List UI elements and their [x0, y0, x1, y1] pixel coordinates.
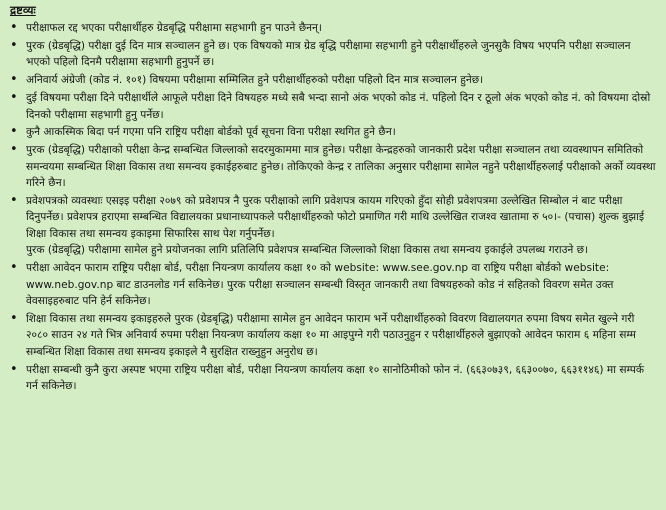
- list-item: [8, 20, 656, 36]
- note-text-continued: पुरक (ग्रेडबृद्धि) परीक्षामा सामेल हुने प्रयोजनका लागि प्रतिलिपि प्रवेशपत्र सम्बन्धित जिल्लाको शिक्षा विकास तथा समन्वय इकाईले उपलब्ध गराउने छ।: [26, 244, 589, 257]
- note-text: • प्रवेशपत्रको व्यवस्थाः एसइइ परीक्षा २०७९ को प्रवेशपत्र नै पुरक परीक्षाको लागि प्रवेशपत्र कायम गरिएको हुँदा सोही प्रवेशपत्रमा उल्लेखित सिम्बोल नं बाट परीक्षा दिनुपर्नेछ। प्रवेशपत्र हराएमा सम्बन्धित विद्यालयका प्रधानाध्यापकले परीक्षार्थीहरुको फोटो प्रमाणित गरी माथि उल्लेखित राजश्व खातामा रु ५०।- (पचास) शुल्क बुझाई शिक्षा विकास तथा समन्वय इकाइमा सिफारिस साथ पेश गर्नुपर्नेछ।: [26, 195, 645, 240]
- list-item: [8, 90, 656, 123]
- list-item: [8, 362, 656, 395]
- notes-list: [8, 20, 656, 394]
- list-item: [8, 124, 656, 140]
- note-text: • पुरक (ग्रेडबृद्धि) परीक्षा दुई दिन मात्र सञ्चालन हुने छ। एक विषयको मात्र ग्रेड बृद्धि परीक्षामा सहभागी हुने परीक्षार्थीहरुले जुनसुकै विषय भएपनि परीक्षा सञ्चालन भएको पहिलो दिनमै परीक्षामा सहभागी हुनुपर्ने छ।: [26, 39, 631, 69]
- list-item: [8, 142, 656, 191]
- list-item: [8, 193, 656, 259]
- note-text: • शिक्षा विकास तथा समन्वय इकाइहरुले पुरक (ग्रेडबृद्धि) परीक्षामा सामेल हुन आवेदन फाराम भर्ने परीक्षार्थीहरुको विवरण विद्यालयगत रुपमा विषय समेत खुल्ने गरी २०८० साउन २४ गते भित्र अनिवार्य रुपमा परीक्षा नियन्त्रण कार्यालय कक्षा १० मा आइपुग्ने गरी पठाउनुहुन र परीक्षार्थीहरुले बुझाएको आवेदन फाराम ६ महिना सम्म सम्बन्धित शिक्षा विकास तथा समन्वय इकाइले नै सुरक्षित राख्नुहुन अनुरोध छ।: [26, 312, 636, 358]
- list-item: [8, 260, 656, 309]
- notes-heading: द्रष्टव्यः: [10, 3, 36, 17]
- note-text: • परीक्षा आवेदन फाराम राष्ट्रिय परीक्षा बोर्ड, परीक्षा नियन्त्रण कार्यालय कक्षा १० को website: www.see.gov.np वा राष्ट्रिय परीक्षा बोर्डको website: www.neb.gov.np बाट डाउनलोड गर्न सकिनेछ। पुरक परीक्षा सञ्चालन सम्बन्धी विस्तृत जानकारी तथा विषयहरुको कोड नं सहितको विवरण समेत उक्त वेवसाइहरुबाट पनि हेर्न सकिनेछ।: [26, 262, 614, 307]
- note-text: • परीक्षा सम्बन्धी कुनै कुरा अस्पष्ट भएमा राष्ट्रिय परीक्षा बोर्ड, परीक्षा नियन्त्रण कार्यालय कक्षा १० सानोठिमीको फोन नं. (६६३०७३९, ६६३००७०, ६६३११४६) मा सम्पर्क गर्न सकिनेछ।: [26, 363, 645, 393]
- note-text: • कुनै आकस्मिक बिदा पर्न गएमा पनि राष्ट्रिय परीक्षा बोर्डको पूर्व सूचना विना परीक्षा स्थगित हुने छैन।: [26, 126, 396, 139]
- note-text: • अनिवार्य अंग्रेजी (कोड नं. १०१) विषयमा परीक्षामा सम्मिलित हुने परीक्षार्थीहरुको परीक्षा पहिलो दिन मात्र सञ्चालन हुनेछ।: [26, 74, 484, 87]
- note-text: • परीक्षाफल रद्द भएका परीक्षार्थीहरु ग्रेडबृद्धि परीक्षामा सहभागी हुन पाउने छैनन्।: [26, 22, 322, 34]
- note-text: • पुरक (ग्रेडबृद्धि) परीक्षाको परीक्षा केन्द्र सम्बन्धित जिल्लाको सदरमुकाममा मात्र हुनेछ। परीक्षा केन्द्रहरुको जानकारी प्रदेश परीक्षा सञ्चालन तथा व्यवस्थापन समितिको समन्वयमा सम्बन्धित शिक्षा विकास तथा समन्वय इकाईहरुबाट हुनेछ। तोकिएको केन्द्र र तालिका अनुसार परीक्षामा सामेल नहुने परीक्षार्थीहरुलाई परीक्षाको अर्को व्यवस्था गरिने छैन।: [26, 144, 656, 190]
- list-item: [8, 38, 656, 71]
- list-item: [8, 311, 656, 360]
- list-item: [8, 72, 656, 88]
- note-text: • दुई विषयमा परीक्षा दिने परीक्षार्थीले आफूले परीक्षा दिने विषयहरु मध्ये सबै भन्दा सानो अंक भएको कोड नं. पहिलो दिन र ठूलो अंक भएको कोड नं. को विषयमा दोस्रो दिनको परीक्षामा सहभागी हुनु पर्नेछ।: [26, 92, 651, 121]
